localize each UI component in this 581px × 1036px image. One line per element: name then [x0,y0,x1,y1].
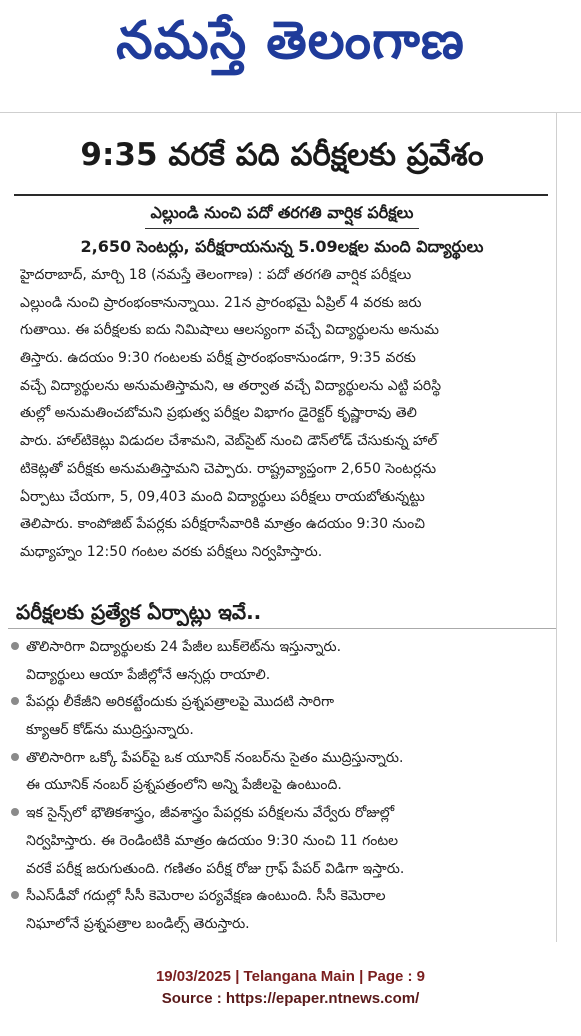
bullet-dot-icon [11,753,19,761]
masthead [0,0,581,113]
bullet-dot-icon [11,642,19,650]
body-line: ఏర్పాటు చేయగా, 5, 09,403 మంది విద్యార్థులు పరీక్షలు రాయబోతున్నట్టు [20,488,425,505]
body-line: తెలిపారు. కాంపోజిట్ పేపర్లకు పరీక్షరాసేవారికి మాత్రం ఉదయం 9:30 నుంచి [20,516,425,533]
list-item-line: సీఎస్‌డీవో గదుల్లో సీసీ కెమెరాల పర్యవేక్షణ ఉంటుంది. సీసీ కెమెరాల [26,888,386,905]
body-line: తుల్లో అనుమతించబోమని ప్రభుత్వ పరీక్షల విభాగం డైరెక్టర్ కృష్ణారావు తెలి [20,405,417,422]
list-item [8,800,556,883]
list-item [8,634,556,689]
body-line: తిస్తారు. ఉదయం 9:30 గంటలకు పరీక్ష ప్రారంభంకానుండగా, 9:35 వరకు [20,350,416,367]
headline-divider [14,194,548,196]
arrangements-list [8,634,556,939]
publication-info: 19/03/2025 | Telangana Main | Page : 9 [155,968,426,985]
list-item-line: నిఘాలోనే ప్రశ్నపత్రాల బండిల్స్ తెరుస్తారు. [26,915,250,932]
body-line: ఎల్లుండి నుంచి ప్రారంభంకానున్నాయి. 21న ప్రారంభమై ఏప్రిల్ 4 వరకు జరు [20,294,422,311]
subheading-primary-text: ఎల్లుండి నుంచి పదో తరగతి వార్షిక పరీక్షలు [145,198,420,229]
bullet-dot-icon [11,808,19,816]
news-article [8,112,557,942]
section-heading: పరీక్షలకు ప్రత్యేక ఏర్పాట్లు ఇవే.. [16,600,262,624]
list-item-line: తొలిసారిగా ఒక్కో పేపర్‌పై ఒక యూనిక్ నంబర్‌ను సైతం ముద్రిస్తున్నారు. [26,749,404,766]
list-item-line: క్యూఆర్ కోడ్‌ను ముద్రిస్తున్నారు. [26,722,194,739]
list-item [8,745,556,800]
list-item [8,689,556,744]
clipping-footer [0,966,581,1010]
list-item-line: నిర్వహిస్తారు. ఈ రెండింటికి మాత్రం ఉదయం 9:30 నుంచి 11 గంటల [26,832,399,849]
section-divider [8,628,556,629]
article-headline: 9:35 వరకే పది పరీక్షలకు ప్రవేశం [80,137,484,173]
article-body [20,262,550,567]
body-line: హైదరాబాద్, మార్చి 18 (నమస్తే తెలంగాణ) : పదో తరగతి వార్షిక పరీక్షలు [20,267,412,283]
article-subheading-primary [8,198,556,229]
bullet-dot-icon [11,697,19,705]
list-item-line: పేపర్లు లీకేజీని అరికట్టేందుకు ప్రశ్నపత్రాలపై మొదటి సారిగా [26,694,335,711]
body-line: గుతాయి. ఈ పరీక్షలకు ఐదు నిమిషాలు ఆలస్యంగా వచ్చే విద్యార్థులను అనుమ [20,322,439,339]
body-line: వచ్చే విద్యార్థులను అనుమతిస్తామని, ఆ తర్వాత వచ్చే విద్యార్థులను ఎట్టి పరిస్థి [20,377,442,394]
body-line: టికెట్లతో పరీక్షకు అనుమతిస్తామని చెప్పారు. రాష్ట్రవ్యాప్తంగా 2,650 సెంటర్లను [20,460,437,477]
list-item-line: వరకే పరీక్ష జరుగుతుంది. గణితం పరీక్ష రోజు గ్రాఫ్ పేపర్ విడిగా ఇస్తారు. [26,860,405,877]
source-link[interactable]: Source : https://epaper.ntnews.com/ [161,990,420,1007]
article-subheading-secondary: 2,650 సెంటర్లు, పరీక్షరాయనున్న 5.09లక్షల మంది విద్యార్థులు [80,237,484,256]
body-line: మధ్యాహ్నం 12:50 గంటల వరకు పరీక్షలు నిర్వహిస్తారు. [20,543,323,560]
body-line: పారు. హాల్‌టికెట్లు విడుదల చేశామని, వెబ్‌సైట్ నుంచి డౌన్‌లోడ్ చేసుకున్న హాల్ [20,433,438,450]
list-item [8,883,556,938]
list-item-line: విద్యార్థులు ఆయా పేజీల్లోనే ఆన్సర్లు రాయాలి. [26,666,271,683]
list-item-line: తొలిసారిగా విద్యార్థులకు 24 పేజీల బుక్‌లెట్‌ను ఇస్తున్నారు. [26,639,342,655]
list-item-line: ఈ యూనిక్ నంబర్ ప్రశ్నపత్రంలోని అన్ని పేజీలపై ఉంటుంది. [26,777,342,794]
list-item-line: ఇక సైన్స్‌లో భౌతికశాస్త్రం, జీవశాస్త్రం పేపర్లకు పరీక్షలను వేర్వేరు రోజుల్లో [26,805,395,822]
bullet-dot-icon [11,891,19,899]
newspaper-logo: నమస్తే తెలంగాణ [116,11,465,71]
